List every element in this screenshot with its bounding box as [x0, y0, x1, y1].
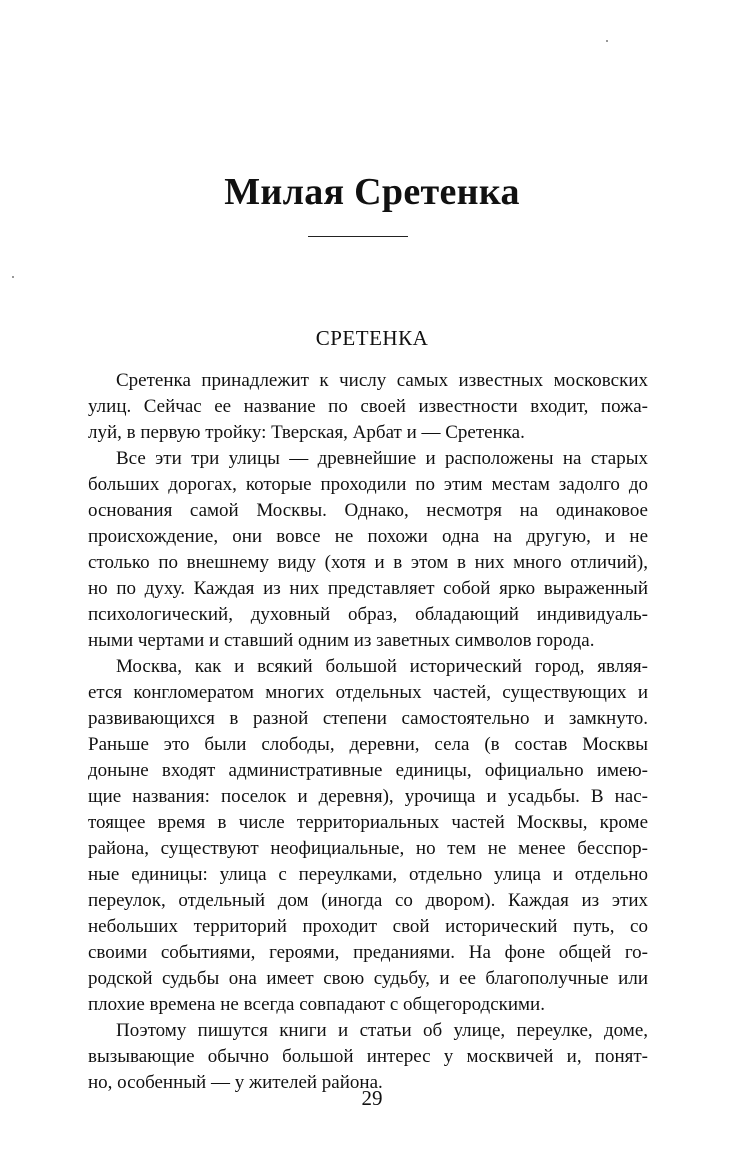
section-heading: СРЕТЕНКА: [315, 326, 429, 350]
text-line: вызывающие обычно большой интерес у москвичей и, понят-: [88, 1046, 648, 1067]
text-line: Сретенка принадлежит к числу самых известных московских: [116, 370, 648, 391]
text-line: доныне входят административные единицы, официально имею-: [88, 760, 648, 781]
text-line: родской судьбы она имеет свою судьбу, и ее благополучные или: [88, 968, 648, 989]
text-line: плохие времена не всегда совпадают с общегородскими.: [88, 994, 545, 1015]
text-line: больших дорогах, которые проходили по этим местам задолго до: [88, 474, 648, 495]
text-line: но, особенный — у жителей района.: [88, 1072, 383, 1093]
page-number: 29: [361, 1086, 383, 1110]
text-line: небольших территорий проходит свой исторический путь, со: [88, 916, 648, 937]
text-line: развивающихся в разной степени самостоятельно и замкнуто.: [88, 708, 648, 729]
text-line: столько по внешнему виду (хотя и в этом в них много отличий),: [88, 552, 648, 573]
title-divider: [308, 236, 408, 237]
text-line: ные единицы: улица с переулками, отдельно улица и отдельно: [88, 864, 648, 885]
text-line: психологический, духовный образ, обладающий индивидуаль-: [88, 604, 648, 625]
text-line: но по духу. Каждая из них представляет собой ярко выраженный: [88, 578, 648, 599]
text-line: Поэтому пишутся книги и статьи об улице, переулке, доме,: [116, 1020, 648, 1041]
text-line: происхождение, они вовсе не похожи одна на другую, и не: [88, 526, 648, 547]
text-line: Раньше это были слободы, деревни, села (в состав Москвы: [88, 734, 648, 755]
text-line: щие названия: поселок и деревня), урочища и усадьбы. В нас-: [88, 786, 648, 807]
text-line: переулок, отдельный дом (иногда со двором). Каждая из этих: [88, 890, 648, 911]
text-line: луй, в первую тройку: Тверская, Арбат и — Сретенка.: [88, 422, 525, 443]
text-line: района, существуют неофициальные, но тем не менее бесспор-: [88, 838, 648, 859]
chapter-title: Милая Сретенка: [224, 171, 520, 213]
scan-speck: [606, 40, 608, 42]
text-line: своими событиями, героями, преданиями. На фоне общей го-: [88, 942, 648, 963]
text-line: основания самой Москвы. Однако, несмотря на одинаковое: [88, 500, 648, 521]
text-line: Все эти три улицы — древнейшие и расположены на старых: [116, 448, 648, 469]
scan-speck: [12, 276, 14, 278]
body-text: [88, 368, 648, 1096]
text-line: улиц. Сейчас ее название по своей известности входит, пожа-: [88, 396, 648, 417]
text-line: Москва, как и всякий большой исторический город, являя-: [116, 656, 648, 677]
text-line: ными чертами и ставший одним из заветных символов города.: [88, 630, 595, 651]
text-line: тоящее время в числе территориальных частей Москвы, кроме: [88, 812, 648, 833]
text-line: ется конгломератом многих отдельных частей, существующих и: [88, 682, 648, 703]
